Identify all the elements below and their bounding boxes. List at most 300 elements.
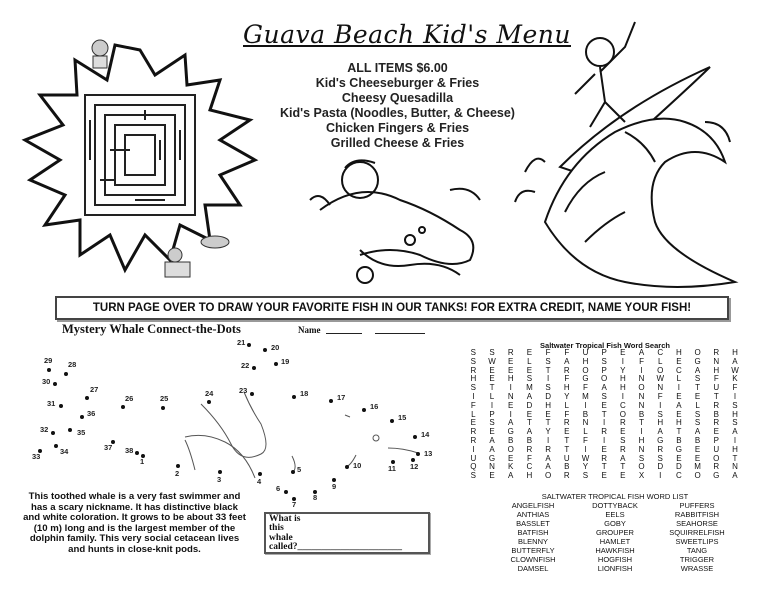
word-search-letter[interactable]: Y [582,462,589,472]
word-search-letter[interactable]: D [676,462,682,472]
word-search-letter[interactable]: L [527,356,532,366]
word-search-letter[interactable]: L [657,356,663,366]
word-search-letter[interactable]: F [564,374,570,384]
word-search-letter[interactable]: I [733,435,737,445]
word-search-letter[interactable]: L [489,391,495,401]
dot-label: 19 [281,357,290,366]
word-search-letter[interactable]: R [470,435,477,445]
word-search-letter[interactable]: E [676,391,682,401]
word-search-letter[interactable]: E [601,471,607,481]
word-list-item: WRASSE [680,564,714,573]
word-search-letter[interactable]: O [638,383,645,393]
word-search-grid[interactable] [464,349,744,481]
word-search-letter[interactable]: E [694,444,701,454]
word-search-letter[interactable]: C [526,462,533,472]
word-search-letter[interactable]: G [675,444,683,454]
word-search-letter[interactable]: U [713,444,720,454]
word-search-letter[interactable]: T [489,383,495,393]
word-search-letter[interactable]: F [564,409,570,419]
word-search-letter[interactable]: E [526,365,533,375]
word-search-letter[interactable]: R [470,427,477,437]
word-search-letter[interactable]: K [732,374,738,384]
word-search-letter[interactable]: A [620,453,626,463]
connect-dot [258,472,262,476]
word-search-letter[interactable]: U [563,453,570,463]
word-search-letter[interactable]: O [582,365,589,375]
word-search-letter[interactable]: N [732,462,738,472]
word-search-letter[interactable]: P [713,435,719,445]
word-search-letter[interactable]: I [733,391,737,401]
word-search-letter[interactable]: S [470,471,477,481]
word-list-item: SQUIRRELFISH [669,528,725,537]
word-search-letter[interactable]: G [657,435,664,445]
word-search-letter[interactable]: R [470,365,477,375]
connect-dot [53,382,57,386]
dot-label: 37 [104,443,113,452]
word-search-letter[interactable]: A [732,356,738,366]
word-list-item: GROUPER [596,528,634,537]
word-search-letter[interactable]: T [526,418,532,428]
dot-label: 29 [44,356,53,365]
word-search-letter[interactable]: N [489,462,495,472]
dot-label: 2 [175,469,180,478]
word-search-letter[interactable]: I [509,409,512,419]
word-search-letter[interactable]: P [601,365,607,375]
menu-item: Chicken Fingers & Fries [325,121,470,135]
word-search-letter[interactable]: L [676,374,682,384]
word-search-letter[interactable]: E [676,356,682,366]
word-search-letter[interactable]: B [564,462,570,472]
word-search-letter[interactable]: D [657,462,664,472]
word-search-letter[interactable]: T [601,409,607,419]
word-search-letter[interactable]: A [526,427,533,437]
word-search-letter[interactable]: R [713,400,720,410]
word-search-letter[interactable]: G [582,374,589,384]
word-search-letter[interactable]: R [563,365,570,375]
word-search-letter[interactable]: A [489,444,495,454]
word-search-letter[interactable]: F [583,435,588,445]
word-search-letter[interactable]: I [546,435,550,445]
word-search-letter[interactable]: R [713,348,720,357]
word-search-letter[interactable]: R [601,427,608,437]
word-search-letter[interactable]: H [732,348,738,357]
dot-label: 31 [47,399,56,408]
word-search-letter[interactable]: S [732,400,738,410]
word-search-letter[interactable]: A [638,348,645,357]
whale-description: This toothed whale is a very fast swimmer and has a scary nickname. It has distinctive black and white coloration. It grows to be about 33 feet (10 m) long and is the largest member of the dolphin family. This very social cetacean lives and hunts in close-knit pods. [23,491,246,555]
word-search-letter[interactable]: W [488,356,496,366]
word-search-letter[interactable]: Y [620,365,626,375]
word-search-letter[interactable]: F [564,348,570,357]
word-search-letter[interactable]: P [601,348,607,357]
word-search-letter[interactable]: R [526,444,533,454]
word-search-letter[interactable]: A [508,418,514,428]
word-search-letter[interactable]: E [508,400,514,410]
dot-label: 25 [160,394,169,403]
dot-label: 11 [388,464,396,473]
word-search-letter[interactable]: B [676,435,682,445]
word-search-letter[interactable]: A [694,365,701,375]
word-list-item: ANGELFISH [511,501,555,510]
dot-label: 18 [300,389,309,398]
word-search-letter[interactable]: I [509,383,512,393]
connect-dot [135,451,139,455]
word-search-letter[interactable]: B [638,409,645,419]
word-search-letter[interactable]: L [583,427,588,437]
word-list-item: BUTTERFLY [511,546,555,555]
connect-dot [345,465,349,469]
word-search-letter[interactable]: I [490,400,494,410]
word-search-letter[interactable]: O [601,374,608,384]
word-search-letter[interactable]: O [694,348,701,357]
word-search-letter[interactable]: E [489,427,495,437]
word-search-letter[interactable]: Y [545,427,551,437]
dot-label: 32 [40,425,49,434]
word-search-letter[interactable]: E [508,365,514,375]
word-search-letter[interactable]: N [638,374,645,384]
word-search-letter[interactable]: D [526,400,533,410]
word-list-item: EELS [605,510,625,519]
connect-dot [284,490,288,494]
connect-dot [47,368,51,372]
connect-dot [85,396,89,400]
word-list-item: LIONFISH [597,564,633,573]
word-search-letter[interactable]: H [526,471,533,481]
word-search-letter[interactable]: R [619,418,626,428]
dot-label: 15 [398,413,407,422]
word-search-letter[interactable]: N [713,356,720,366]
word-search-letter[interactable]: T [676,427,682,437]
word-search-letter[interactable]: I [603,435,606,445]
word-search-letter[interactable]: I [472,444,475,454]
dot-label: 4 [257,477,262,486]
word-search-letter[interactable]: E [508,356,514,366]
word-search-letter[interactable]: I [659,400,662,410]
word-search-letter[interactable]: R [563,471,570,481]
dot-label: 17 [337,393,346,402]
word-search-letter[interactable]: I [659,471,662,481]
word-search-letter[interactable]: F [545,348,551,357]
word-search-letter[interactable]: O [638,462,645,472]
word-search-letter[interactable]: G [694,356,701,366]
word-search-letter[interactable]: E [508,453,514,463]
word-search-letter[interactable]: A [508,471,514,481]
word-search-letter[interactable]: B [526,435,533,445]
word-search-letter[interactable]: N [638,391,645,401]
word-search-letter[interactable]: Y [564,391,570,401]
word-search-letter[interactable]: H [732,409,738,419]
word-search-letter[interactable]: S [489,348,495,357]
word-search-letter[interactable]: O [713,453,720,463]
word-search-letter[interactable]: S [657,409,663,419]
word-search-letter[interactable]: S [732,418,738,428]
word-search-letter[interactable]: M [582,391,589,401]
word-search-letter[interactable]: G [488,453,496,463]
word-search-letter[interactable]: F [583,383,588,393]
word-search-letter[interactable]: N [638,400,645,410]
word-search-letter[interactable]: H [545,400,551,410]
word-search-letter[interactable]: A [732,471,738,481]
word-search-letter[interactable]: S [582,471,589,481]
word-search-letter[interactable]: H [638,435,645,445]
word-search-letter[interactable]: I [621,391,624,401]
word-search-letter[interactable]: E [694,391,701,401]
word-search-letter[interactable]: B [582,409,589,419]
word-search-letter[interactable]: R [507,348,514,357]
word-list-item: BLENNY [517,537,548,546]
word-search-letter[interactable]: S [470,356,477,366]
word-search-letter[interactable]: H [713,365,720,375]
word-search-letter[interactable]: G [507,427,514,437]
word-search-letter[interactable]: I [640,365,643,375]
word-search-letter[interactable]: B [694,435,701,445]
dot-label: 30 [42,377,51,386]
word-search-letter[interactable]: I [584,400,587,410]
dot-label: 16 [370,402,379,411]
word-search-letter[interactable]: T [713,391,719,401]
word-search-letter[interactable]: N [582,418,589,428]
dot-label: 3 [217,475,222,484]
word-search-letter[interactable]: E [489,471,495,481]
connect-dot [274,362,278,366]
word-search-letter[interactable]: G [713,471,720,481]
word-search-letter[interactable]: U [713,383,720,393]
dot-label: 35 [77,428,86,437]
word-search-letter[interactable]: U [470,453,477,463]
word-search-letter[interactable]: T [601,462,607,472]
word-search-letter[interactable]: H [470,374,477,384]
word-search-letter[interactable]: A [564,356,570,366]
word-search-letter[interactable]: T [564,435,570,445]
word-list-item: SEAHORSE [676,519,718,528]
word-list-item: BATFISH [517,528,549,537]
word-search-letter[interactable]: T [620,462,626,472]
word-search-letter[interactable]: C [676,471,682,481]
word-search-letter[interactable]: E [601,400,607,410]
word-search-letter[interactable]: H [619,383,626,393]
dot-label: 7 [292,500,297,509]
word-search-letter[interactable]: A [526,391,533,401]
word-search-letter[interactable]: H [732,444,738,454]
word-search-letter[interactable]: S [694,418,701,428]
word-search-letter[interactable]: I [621,356,624,366]
word-search-letter[interactable]: I [677,383,681,393]
connect-dot [68,428,72,432]
word-search-letter[interactable]: L [564,400,569,410]
menu-price-line: ALL ITEMS $6.00 [347,61,448,75]
word-search-letter[interactable]: S [620,435,626,445]
word-search-letter[interactable]: E [545,409,551,419]
word-search-letter[interactable]: C [619,400,626,410]
word-search-letter[interactable]: E [620,471,626,481]
word-search-letter[interactable]: T [732,453,738,463]
word-list-item: SWEETLIPS [675,537,719,546]
word-search-letter[interactable]: A [657,427,663,437]
word-search-letter[interactable]: F [713,374,719,384]
connect-dot [59,404,63,408]
word-search-letter[interactable]: T [639,418,644,428]
question-line: this [269,523,284,534]
word-search-letter[interactable]: F [657,391,663,401]
word-search-letter[interactable]: E [526,348,533,357]
word-search-letter[interactable]: R [601,453,608,463]
word-search-letter[interactable]: R [657,444,664,454]
word-search-letter[interactable]: W [731,365,739,375]
word-search-letter[interactable]: I [546,374,550,384]
word-search-letter[interactable]: S [657,453,663,463]
dot-label: 34 [60,447,69,456]
connect-dot [413,435,417,439]
word-list-title: SALTWATER TROPICAL FISH WORD LIST [541,492,689,501]
word-search-letter[interactable]: Q [470,462,477,472]
word-list [492,501,738,573]
word-list-item: TANG [686,546,708,555]
connect-dot [247,343,251,347]
word-list-item: BASSLET [516,519,550,528]
word-search-letter[interactable]: A [676,400,682,410]
word-search-letter[interactable]: S [638,453,645,463]
word-search-letter[interactable]: H [676,348,682,357]
connect-dot [161,406,165,410]
word-search-letter[interactable]: E [470,418,477,428]
word-search-letter[interactable]: M [694,462,701,472]
word-search-letter[interactable]: I [640,427,643,437]
word-search-letter[interactable]: H [507,374,514,384]
word-search-letter[interactable]: S [470,383,477,393]
word-search-letter[interactable]: R [619,444,626,454]
connect-dot [121,405,125,409]
connect-dot [263,348,267,352]
menu-item: Kid's Pasta (Noodles, Butter, & Cheese) [280,106,515,120]
word-search-letter[interactable]: E [676,453,682,463]
word-search-letter[interactable]: P [489,409,495,419]
word-search-letter[interactable]: E [489,365,495,375]
word-search-letter[interactable]: E [526,409,533,419]
word-search-letter[interactable]: S [694,374,701,384]
dot-label: 38 [125,446,134,455]
word-search-letter[interactable]: S [545,356,551,366]
dot-label: 36 [87,409,96,418]
connect-dot [207,400,211,404]
word-search-letter[interactable]: I [472,391,475,401]
connect-dot [291,470,295,474]
word-search-letter[interactable]: A [694,427,701,437]
connect-dot [250,392,254,396]
connect-dot [51,431,55,435]
word-search-letter[interactable]: E [694,453,701,463]
word-search-letter[interactable]: H [676,418,682,428]
word-search-letter[interactable]: M [526,383,533,393]
word-search-letter[interactable]: T [545,418,551,428]
dot-label: 22 [241,361,250,370]
word-search-letter[interactable]: A [545,453,551,463]
word-search-letter[interactable]: R [713,418,720,428]
word-list-item: HAMLET [599,537,631,546]
word-search-letter[interactable]: L [471,409,476,419]
word-list-item: RABBITFISH [674,510,720,519]
word-search-title: Saltwater Tropical Fish Word Search [540,341,670,350]
dot-label: 28 [68,360,77,369]
word-search-letter[interactable]: R [545,444,551,454]
word-search-letter[interactable]: S [526,374,533,384]
word-search-letter[interactable]: H [657,418,664,428]
word-search-letter[interactable]: W [581,453,590,463]
dot-label: 10 [353,461,362,470]
word-search-letter[interactable]: O [657,365,664,375]
connect-dot [54,444,58,448]
word-search-letter[interactable]: S [489,418,495,428]
word-search-letter[interactable]: N [507,391,514,401]
word-search-letter[interactable]: B [508,435,514,445]
word-search-letter[interactable]: S [601,356,607,366]
word-search-letter[interactable]: C [657,348,664,357]
word-search-letter[interactable]: T [545,365,551,375]
word-list-item: DAMSEL [517,564,549,573]
whale-answer-box[interactable] [264,512,430,554]
word-search-letter[interactable]: T [564,444,570,454]
word-search-letter[interactable]: I [603,418,606,428]
word-search-letter[interactable]: H [619,374,626,384]
word-search-letter[interactable]: S [601,391,607,401]
word-search-letter[interactable]: S [470,348,477,357]
word-list-item: HOGFISH [597,555,633,564]
word-search-letter[interactable]: N [657,383,664,393]
word-search-letter[interactable]: A [601,383,607,393]
word-search-letter[interactable]: X [638,471,645,481]
connect-dot [176,464,180,468]
word-search-letter[interactable]: R [713,462,720,472]
dot-label: 9 [332,482,337,491]
word-search-letter[interactable]: K [508,462,514,472]
word-search-letter[interactable]: F [639,356,644,366]
word-search-letter[interactable]: U [582,348,589,357]
word-search-letter[interactable]: E [489,374,495,384]
word-search-letter[interactable]: L [695,400,700,410]
word-search-letter[interactable]: E [676,409,682,419]
word-search-letter[interactable]: F [526,453,532,463]
word-search-letter[interactable]: E [601,444,607,454]
word-search-letter[interactable]: N [638,444,645,454]
word-search-letter[interactable]: O [694,471,701,481]
word-search-letter[interactable]: I [584,444,587,454]
word-search-letter[interactable]: E [620,348,626,357]
word-search-letter[interactable]: T [695,383,701,393]
word-search-letter[interactable]: E [620,427,626,437]
word-search-letter[interactable]: E [713,427,719,437]
word-search-letter[interactable]: B [713,409,719,419]
word-search-letter[interactable]: A [545,462,551,472]
word-search-letter[interactable]: O [544,471,552,481]
word-search-letter[interactable]: O [619,409,626,419]
dot-label: 20 [271,343,280,352]
word-search-letter[interactable]: R [563,418,570,428]
word-search-letter[interactable]: A [732,427,738,437]
word-search-letter[interactable]: F [732,383,738,393]
word-search-letter[interactable]: S [545,383,551,393]
connect-dot [362,408,366,412]
word-search-letter[interactable]: H [582,356,589,366]
word-search-letter[interactable]: D [545,391,551,401]
word-search-letter[interactable]: C [676,365,682,375]
word-search-letter[interactable]: A [489,435,495,445]
word-search-letter[interactable]: E [564,427,570,437]
word-search-letter[interactable]: H [563,383,570,393]
word-search-letter[interactable]: S [694,409,701,419]
word-search-letter[interactable]: W [656,374,664,384]
word-search-letter[interactable]: O [507,444,514,454]
word-search-letter[interactable]: F [470,400,476,410]
dot-label: 27 [90,385,99,394]
